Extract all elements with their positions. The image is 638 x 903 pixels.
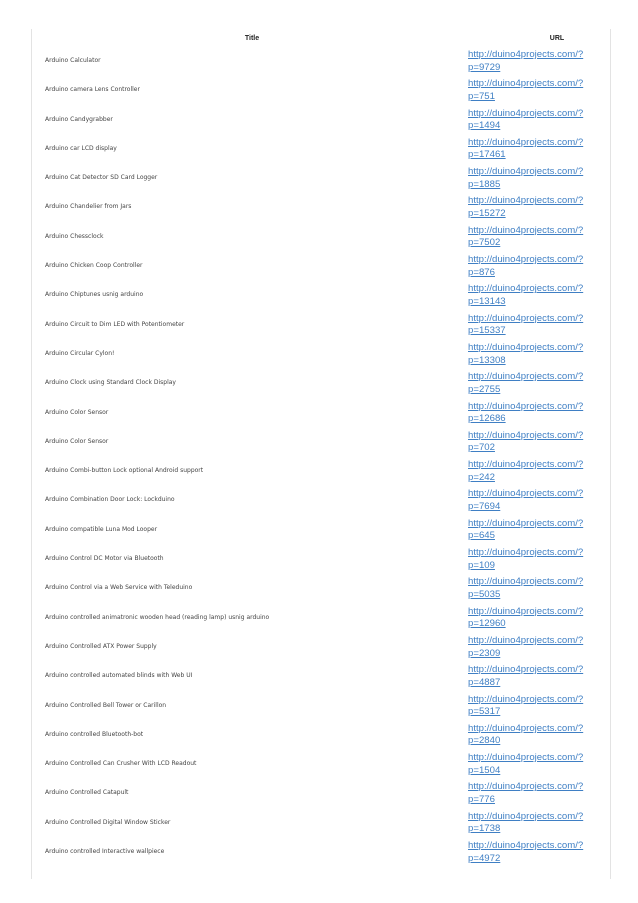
url-line-1: http://duino4projects.com/? [468,78,584,90]
url-line-1: http://duino4projects.com/? [468,195,584,207]
row-url-link[interactable] [468,342,598,367]
row-url-link[interactable] [468,635,598,660]
table-row [32,604,610,633]
table-row [32,340,610,369]
url-line-1: http://duino4projects.com/? [468,722,584,734]
url-line-1: http://duino4projects.com/? [468,781,584,793]
url-line-2: p=15272 [468,208,506,220]
row-title: Arduino compatible Luna Mod Looper [45,525,158,533]
url-line-1: http://duino4projects.com/? [468,840,584,852]
table-row [32,662,610,691]
url-line-2: p=1504 [468,764,501,776]
row-title: Arduino Combi-button Lock optional Android support [45,467,204,475]
table-row [32,281,610,310]
row-url-link[interactable] [468,781,598,806]
url-line-2: p=12686 [468,413,506,425]
row-url-link[interactable] [468,195,598,220]
row-url-link[interactable] [468,752,598,777]
table-row [32,574,610,603]
row-url-link[interactable] [468,108,598,133]
url-line-1: http://duino4projects.com/? [468,634,584,646]
row-title: Arduino Circular Cylon! [45,349,115,357]
url-line-1: http://duino4projects.com/? [468,752,584,764]
url-line-1: http://duino4projects.com/? [468,693,584,705]
url-line-1: http://duino4projects.com/? [468,459,584,471]
row-title: Arduino Cat Detector SD Card Logger [45,174,158,182]
column-header-title: Title [244,35,260,42]
row-title: Arduino car LCD display [45,144,117,152]
document-page [31,29,611,879]
url-line-2: p=751 [468,90,495,102]
row-title: Arduino Clock using Standard Clock Display [45,379,176,387]
url-line-1: http://duino4projects.com/? [468,664,584,676]
table-row [32,106,610,135]
row-url-link[interactable] [468,371,598,396]
url-line-2: p=2840 [468,735,501,747]
row-url-link[interactable] [468,49,598,74]
row-url-link[interactable] [468,694,598,719]
url-line-2: p=7502 [468,237,501,249]
row-url-link[interactable] [468,166,598,191]
row-url-link[interactable] [468,78,598,103]
table-row [32,486,610,515]
table-row [32,47,610,76]
url-line-2: p=702 [468,442,495,454]
row-title: Arduino Control via a Web Service with Teleduino [45,584,193,592]
url-line-2: p=4887 [468,676,501,688]
row-title: Arduino controlled Interactive wallpiece [45,848,165,856]
url-line-2: p=2309 [468,647,501,659]
url-line-1: http://duino4projects.com/? [468,605,584,617]
row-title: Arduino Circuit to Dim LED with Potentiometer [45,320,185,328]
url-line-1: http://duino4projects.com/? [468,371,584,383]
row-title: Arduino Calculator [45,57,101,64]
url-line-2: p=776 [468,794,495,806]
url-line-1: http://duino4projects.com/? [468,547,584,559]
row-url-link[interactable] [468,811,598,836]
url-line-1: http://duino4projects.com/? [468,576,584,588]
url-line-2: p=13143 [468,295,506,307]
url-line-1: http://duino4projects.com/? [468,136,584,148]
row-url-link[interactable] [468,576,598,601]
row-title: Arduino controlled Bluetooth-bot [45,730,144,738]
row-title: Arduino Combination Door Lock: Lockduino [45,496,175,504]
url-line-2: p=15337 [468,325,506,337]
url-line-2: p=5317 [468,706,501,718]
row-title: Arduino Controlled Digital Window Sticker [45,818,171,826]
row-url-link[interactable] [468,547,598,572]
row-url-link[interactable] [468,313,598,338]
url-line-1: http://duino4projects.com/? [468,312,584,324]
url-line-2: p=5035 [468,588,501,600]
row-url-link[interactable] [468,401,598,426]
table-row [32,838,610,867]
row-url-link[interactable] [468,606,598,631]
table-header [32,29,610,47]
row-url-link[interactable] [468,723,598,748]
row-title: Arduino controlled automated blinds with Web UI [45,672,193,680]
table-row [32,164,610,193]
url-line-1: http://duino4projects.com/? [468,166,584,178]
table-row [32,76,610,105]
row-title: Arduino Chandelier from Jars [45,203,132,211]
url-line-1: http://duino4projects.com/? [468,400,584,412]
table-row [32,223,610,252]
url-line-2: p=109 [468,559,495,571]
row-url-link[interactable] [468,664,598,689]
url-line-2: p=242 [468,471,495,483]
row-title: Arduino Color Sensor [45,437,109,445]
row-url-link[interactable] [468,283,598,308]
table-row [32,428,610,457]
row-title: Arduino Candygrabber [45,115,113,123]
url-line-2: p=1738 [468,823,501,835]
table-row [32,252,610,281]
url-line-1: http://duino4projects.com/? [468,488,584,500]
row-url-link[interactable] [468,488,598,513]
row-url-link[interactable] [468,225,598,250]
table-row [32,311,610,340]
row-url-link[interactable] [468,254,598,279]
url-line-1: http://duino4projects.com/? [468,341,584,353]
url-line-1: http://duino4projects.com/? [468,810,584,822]
row-title: Arduino Control DC Motor via Bluetooth [45,555,164,563]
url-line-1: http://duino4projects.com/? [468,224,584,236]
url-line-1: http://duino4projects.com/? [468,49,584,60]
table-body [32,47,610,867]
table-row [32,809,610,838]
url-line-1: http://duino4projects.com/? [468,429,584,441]
row-title: Arduino Chiptunes usnig arduino [45,291,144,299]
table-row [32,692,610,721]
url-line-2: p=876 [468,266,495,278]
row-url-link[interactable] [468,430,598,455]
row-title: Arduino Chessclock [45,232,104,240]
table-row [32,399,610,428]
url-line-1: http://duino4projects.com/? [468,107,584,119]
row-title: Arduino Controlled ATX Power Supply [45,642,157,650]
row-url-link[interactable] [468,459,598,484]
row-title: Arduino controlled animatronic wooden head (reading lamp) usnig arduino [45,613,270,621]
row-url-link[interactable] [468,518,598,543]
url-line-2: p=4972 [468,852,501,864]
url-line-2: p=17461 [468,149,506,161]
url-line-2: p=1494 [468,120,501,132]
table-row [32,721,610,750]
url-line-2: p=1885 [468,178,501,190]
table-row [32,750,610,779]
row-url-link[interactable] [468,840,598,865]
table-row [32,516,610,545]
table-row [32,779,610,808]
url-line-1: http://duino4projects.com/? [468,517,584,529]
row-title: Arduino Controlled Bell Tower or Carillon [45,701,167,709]
row-url-link[interactable] [468,137,598,162]
row-title: Arduino Controlled Can Crusher With LCD Readout [45,760,197,768]
row-title: Arduino Chicken Coop Controller [45,262,143,270]
url-line-1: http://duino4projects.com/? [468,254,584,266]
table-row [32,545,610,574]
row-title: Arduino Color Sensor [45,408,109,416]
url-line-2: p=9729 [468,61,501,73]
url-line-2: p=13308 [468,354,506,366]
url-line-2: p=645 [468,530,495,542]
table-row [32,369,610,398]
row-title: Arduino camera Lens Controller [45,86,140,94]
table-row [32,193,610,222]
url-line-2: p=2755 [468,383,501,395]
row-title: Arduino Controlled Catapult [45,789,129,797]
url-line-1: http://duino4projects.com/? [468,283,584,295]
url-line-2: p=12960 [468,618,506,630]
table-row [32,457,610,486]
table-row [32,135,610,164]
column-header-url: URL [549,35,565,42]
table-row [32,633,610,662]
url-line-2: p=7694 [468,501,501,513]
